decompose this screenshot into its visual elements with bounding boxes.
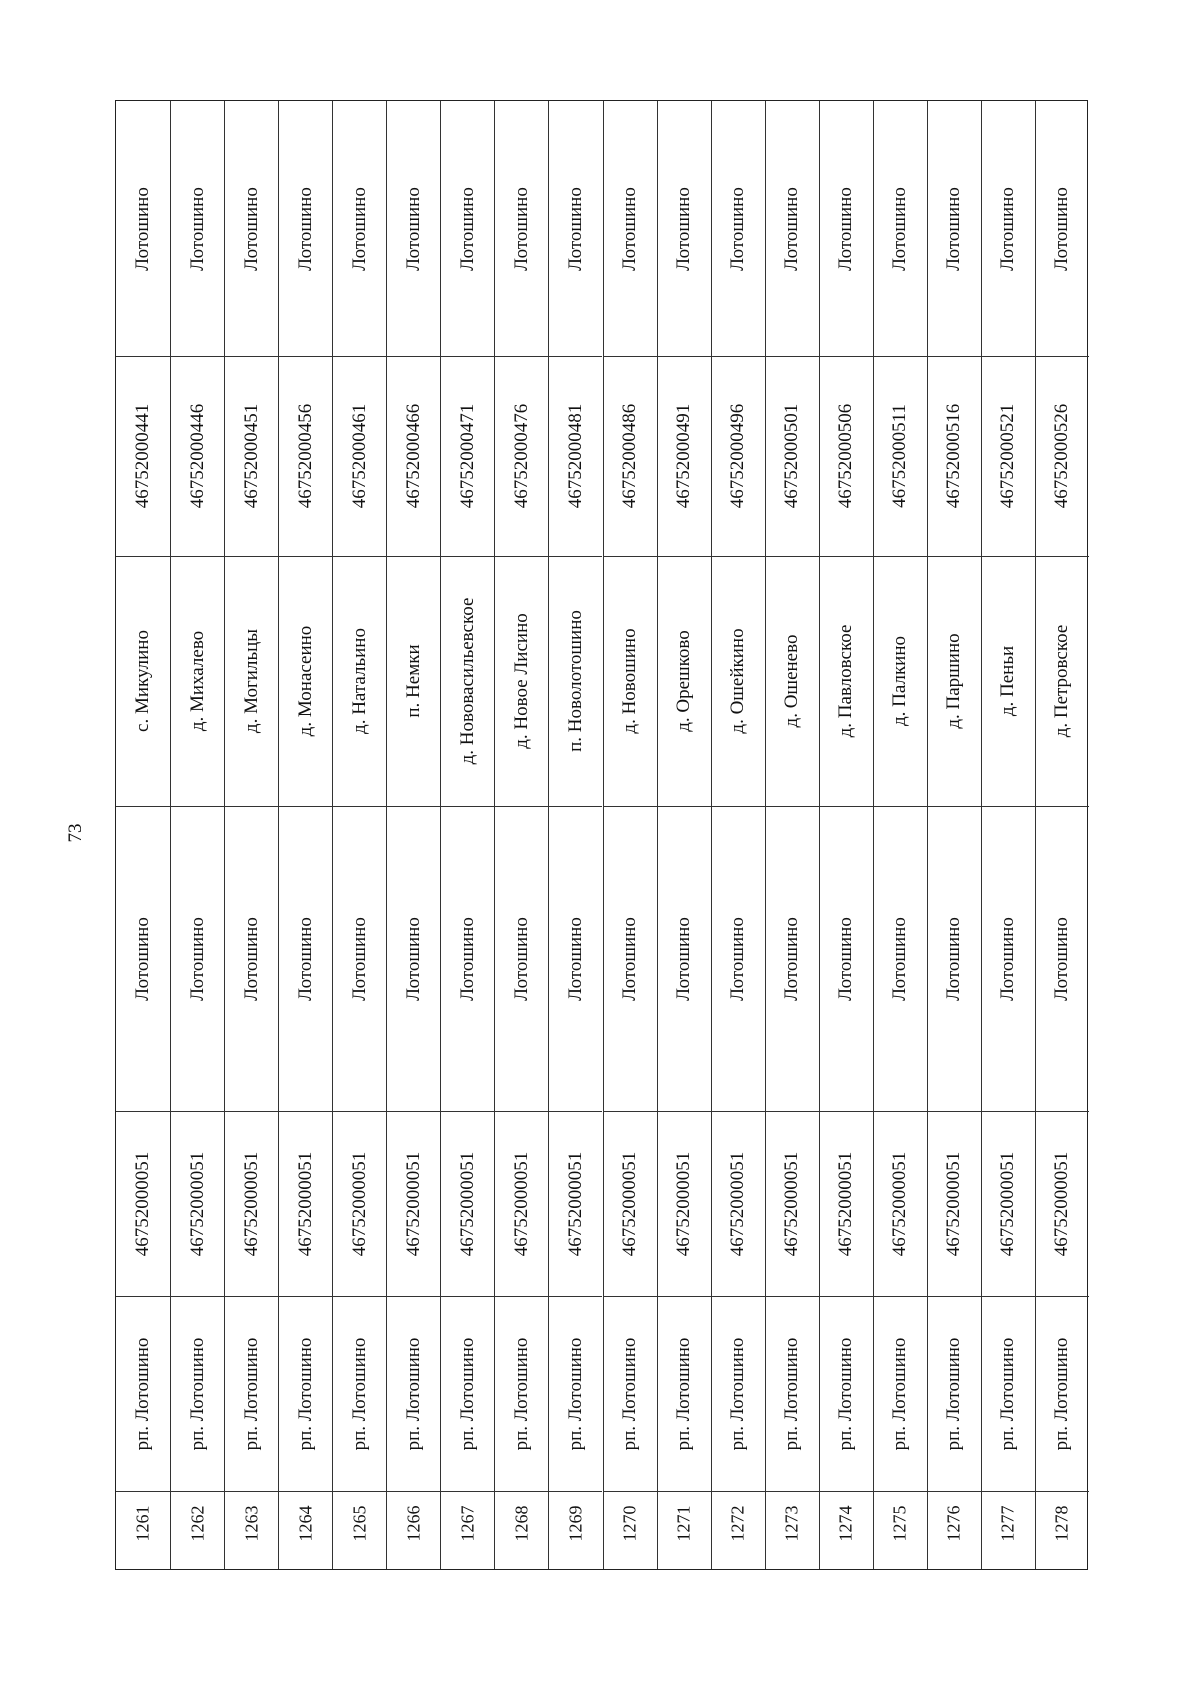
locality-name-text: п. Новолотошино (564, 610, 586, 752)
locality-name-cell (333, 556, 386, 806)
oktmo-cell (1036, 1111, 1089, 1296)
settlement-short-cell (333, 806, 386, 1111)
rotated-table (115, 100, 1088, 1570)
locality-name-cell (928, 556, 981, 806)
locality-oktmo-cell (712, 356, 765, 556)
locality-oktmo-text: 46752000451 (240, 403, 262, 509)
locality-short-cell (225, 101, 278, 356)
oktmo-text: 46752000051 (186, 1151, 208, 1256)
settlement-short-cell (225, 806, 278, 1111)
row-number-text: 1278 (1051, 1505, 1072, 1542)
locality-oktmo-text: 46752000491 (673, 403, 695, 509)
settlement-short-text: Лотошино (673, 916, 695, 1001)
settlement-short-cell (712, 806, 765, 1111)
settlement-name-cell (171, 1296, 224, 1491)
locality-name-text: д. Новое Лисино (510, 613, 532, 749)
locality-short-text: Лотошино (564, 186, 586, 271)
page-number: 73 (65, 823, 86, 843)
locality-oktmo-text: 46752000471 (456, 403, 478, 509)
row-number-cell (874, 1491, 927, 1571)
locality-short-cell (712, 101, 765, 356)
oktmo-cell (279, 1111, 332, 1296)
settlement-name-text: рп. Лотошино (240, 1337, 262, 1450)
oktmo-text: 46752000051 (348, 1151, 370, 1256)
locality-oktmo-text: 46752000496 (727, 403, 749, 509)
locality-short-text: Лотошино (835, 186, 857, 271)
locality-short-text: Лотошино (348, 186, 370, 271)
settlement-name-text: рп. Лотошино (456, 1337, 478, 1450)
locality-name-text: д. Михалево (186, 630, 208, 732)
settlement-short-text: Лотошино (132, 916, 154, 1001)
oktmo-cell (549, 1111, 602, 1296)
row-number-text: 1268 (511, 1505, 532, 1542)
table-row (1035, 101, 1089, 1569)
locality-short-text: Лотошино (781, 186, 803, 271)
locality-short-text: Лотошино (943, 186, 965, 271)
row-number-cell (928, 1491, 981, 1571)
settlement-short-cell (495, 806, 548, 1111)
settlement-name-text: рп. Лотошино (402, 1337, 424, 1450)
locality-name-cell (766, 556, 819, 806)
oktmo-cell (712, 1111, 765, 1296)
oktmo-cell (495, 1111, 548, 1296)
settlement-name-cell (982, 1296, 1035, 1491)
locality-oktmo-text: 46752000521 (997, 403, 1019, 509)
row-number-cell (495, 1491, 548, 1571)
settlement-short-cell (928, 806, 981, 1111)
row-number-text: 1261 (132, 1505, 153, 1542)
locality-oktmo-cell (928, 356, 981, 556)
row-number-text: 1264 (295, 1505, 316, 1542)
row-number-cell (1036, 1491, 1089, 1571)
row-number-text: 1267 (457, 1505, 478, 1542)
settlement-short-text: Лотошино (997, 916, 1019, 1001)
table-row (386, 101, 440, 1569)
settlement-name-cell (658, 1296, 711, 1491)
settlement-name-cell (712, 1296, 765, 1491)
settlement-short-text: Лотошино (348, 916, 370, 1001)
settlement-short-cell (766, 806, 819, 1111)
row-number-cell (712, 1491, 765, 1571)
table-row (116, 101, 170, 1569)
oktmo-cell (766, 1111, 819, 1296)
locality-short-text: Лотошино (402, 186, 424, 271)
locality-short-text: Лотошино (673, 186, 695, 271)
table-row (927, 101, 981, 1569)
table-row (711, 101, 765, 1569)
row-number-text: 1277 (997, 1505, 1018, 1542)
row-number-text: 1273 (781, 1505, 802, 1542)
locality-short-cell (549, 101, 602, 356)
locality-oktmo-cell (604, 356, 657, 556)
locality-oktmo-cell (441, 356, 494, 556)
row-number-cell (766, 1491, 819, 1571)
row-number-cell (333, 1491, 386, 1571)
locality-short-text: Лотошино (619, 186, 641, 271)
settlement-name-cell (279, 1296, 332, 1491)
locality-name-cell (712, 556, 765, 806)
locality-oktmo-text: 46752000476 (510, 403, 532, 509)
locality-name-text: с. Микулино (132, 630, 154, 732)
settlement-short-cell (820, 806, 873, 1111)
oktmo-cell (820, 1111, 873, 1296)
oktmo-cell (982, 1111, 1035, 1296)
settlement-name-cell (820, 1296, 873, 1491)
settlement-short-text: Лотошино (402, 916, 424, 1001)
settlement-name-text: рп. Лотошино (889, 1337, 911, 1450)
settlement-short-text: Лотошино (240, 916, 262, 1001)
row-number-text: 1274 (835, 1505, 856, 1542)
table-row (494, 101, 548, 1569)
table-row (873, 101, 927, 1569)
table-row (170, 101, 224, 1569)
row-number-text: 1275 (889, 1505, 910, 1542)
locality-short-text: Лотошино (456, 186, 478, 271)
settlement-name-text: рп. Лотошино (294, 1337, 316, 1450)
locality-short-cell (658, 101, 711, 356)
settlement-short-cell (874, 806, 927, 1111)
locality-name-cell (441, 556, 494, 806)
oktmo-text: 46752000051 (835, 1151, 857, 1256)
oktmo-cell (604, 1111, 657, 1296)
oktmo-cell (333, 1111, 386, 1296)
row-number-cell (279, 1491, 332, 1571)
locality-short-text: Лотошино (510, 186, 532, 271)
locality-name-cell (171, 556, 224, 806)
row-number-text: 1265 (349, 1505, 370, 1542)
table-row (224, 101, 278, 1569)
locality-name-text: д. Нововасильевское (456, 597, 478, 765)
oktmo-text: 46752000051 (132, 1151, 154, 1256)
settlement-name-cell (928, 1296, 981, 1491)
row-number-text: 1270 (619, 1505, 640, 1542)
locality-name-text: д. Монасеино (294, 625, 316, 737)
locality-name-text: д. Пеньи (997, 645, 1019, 717)
oktmo-text: 46752000051 (997, 1151, 1019, 1256)
oktmo-text: 46752000051 (619, 1151, 641, 1256)
locality-name-text: д. Орешково (673, 630, 695, 732)
row-number-text: 1269 (565, 1505, 586, 1542)
table-row (548, 101, 602, 1569)
row-number-text: 1263 (241, 1505, 262, 1542)
settlement-short-text: Лотошино (781, 916, 803, 1001)
oktmo-cell (116, 1111, 170, 1296)
locality-oktmo-cell (982, 356, 1035, 556)
settlement-name-cell (549, 1296, 602, 1491)
locality-short-text: Лотошино (997, 186, 1019, 271)
settlement-name-cell (387, 1296, 440, 1491)
oktmo-text: 46752000051 (402, 1151, 424, 1256)
oktmo-cell (171, 1111, 224, 1296)
row-number-text: 1266 (403, 1505, 424, 1542)
locality-oktmo-text: 46752000441 (132, 403, 154, 509)
locality-oktmo-text: 46752000481 (564, 403, 586, 509)
oktmo-cell (225, 1111, 278, 1296)
locality-oktmo-cell (549, 356, 602, 556)
locality-short-cell (874, 101, 927, 356)
oktmo-text: 46752000051 (673, 1151, 695, 1256)
oktmo-text: 46752000051 (889, 1151, 911, 1256)
settlement-name-text: рп. Лотошино (835, 1337, 857, 1450)
locality-short-cell (387, 101, 440, 356)
settlement-short-cell (387, 806, 440, 1111)
locality-oktmo-text: 46752000526 (1051, 403, 1073, 509)
settlement-name-cell (333, 1296, 386, 1491)
settlement-short-text: Лотошино (619, 916, 641, 1001)
locality-short-cell (604, 101, 657, 356)
locality-oktmo-cell (387, 356, 440, 556)
settlement-short-cell (116, 806, 170, 1111)
locality-short-cell (495, 101, 548, 356)
locality-name-text: д. Могильцы (240, 628, 262, 734)
locality-oktmo-cell (820, 356, 873, 556)
settlement-name-text: рп. Лотошино (943, 1337, 965, 1450)
locality-name-cell (225, 556, 278, 806)
locality-name-cell (279, 556, 332, 806)
locality-short-cell (928, 101, 981, 356)
settlement-name-cell (766, 1296, 819, 1491)
settlement-name-cell (604, 1296, 657, 1491)
locality-name-cell (1036, 556, 1089, 806)
row-number-cell (171, 1491, 224, 1571)
locality-oktmo-cell (1036, 356, 1089, 556)
locality-short-text: Лотошино (727, 186, 749, 271)
settlement-short-text: Лотошино (456, 916, 478, 1001)
oktmo-cell (874, 1111, 927, 1296)
settlement-name-cell (116, 1296, 170, 1491)
row-number-cell (820, 1491, 873, 1571)
locality-oktmo-cell (658, 356, 711, 556)
table-row (440, 101, 494, 1569)
table-row (765, 101, 819, 1569)
locality-oktmo-cell (171, 356, 224, 556)
locality-name-cell (874, 556, 927, 806)
locality-oktmo-cell (279, 356, 332, 556)
locality-oktmo-cell (874, 356, 927, 556)
settlement-short-text: Лотошино (564, 916, 586, 1001)
table-row (278, 101, 332, 1569)
table-row (332, 101, 386, 1569)
row-number-cell (441, 1491, 494, 1571)
settlement-short-text: Лотошино (1051, 916, 1073, 1001)
settlement-name-text: рп. Лотошино (348, 1337, 370, 1450)
oktmo-text: 46752000051 (510, 1151, 532, 1256)
settlement-name-text: рп. Лотошино (132, 1337, 154, 1450)
oktmo-cell (441, 1111, 494, 1296)
locality-short-text: Лотошино (889, 186, 911, 271)
locality-short-cell (279, 101, 332, 356)
oktmo-text: 46752000051 (456, 1151, 478, 1256)
row-number-cell (604, 1491, 657, 1571)
locality-short-text: Лотошино (132, 186, 154, 271)
locality-short-cell (171, 101, 224, 356)
row-number-cell (982, 1491, 1035, 1571)
locality-name-cell (116, 556, 170, 806)
locality-short-cell (820, 101, 873, 356)
row-number-text: 1276 (943, 1505, 964, 1542)
settlement-short-text: Лотошино (186, 916, 208, 1001)
settlement-short-cell (549, 806, 602, 1111)
row-number-cell (658, 1491, 711, 1571)
locality-name-cell (549, 556, 602, 806)
locality-name-text: д. Ошейкино (727, 628, 749, 734)
locality-oktmo-cell (333, 356, 386, 556)
settlement-name-cell (495, 1296, 548, 1491)
oktmo-text: 46752000051 (240, 1151, 262, 1256)
locality-oktmo-cell (225, 356, 278, 556)
table-row (657, 101, 711, 1569)
locality-name-cell (982, 556, 1035, 806)
settlement-name-text: рп. Лотошино (781, 1337, 803, 1450)
locality-short-cell (116, 101, 170, 356)
oktmo-text: 46752000051 (781, 1151, 803, 1256)
locality-short-cell (1036, 101, 1089, 356)
locality-name-text: д. Натальино (348, 628, 370, 734)
row-number-cell (225, 1491, 278, 1571)
table-row (981, 101, 1035, 1569)
locality-oktmo-text: 46752000486 (619, 403, 641, 509)
locality-oktmo-text: 46752000456 (294, 403, 316, 509)
settlement-name-cell (225, 1296, 278, 1491)
locality-short-cell (982, 101, 1035, 356)
settlement-name-text: рп. Лотошино (510, 1337, 532, 1450)
locality-short-cell (333, 101, 386, 356)
locality-short-text: Лотошино (240, 186, 262, 271)
locality-short-text: Лотошино (294, 186, 316, 271)
settlement-name-text: рп. Лотошино (1051, 1337, 1073, 1450)
settlement-name-text: рп. Лотошино (186, 1337, 208, 1450)
settlement-short-text: Лотошино (727, 916, 749, 1001)
row-number-cell (116, 1491, 170, 1571)
settlement-short-cell (982, 806, 1035, 1111)
locality-oktmo-text: 46752000511 (889, 404, 911, 508)
locality-name-cell (495, 556, 548, 806)
locality-oktmo-text: 46752000501 (781, 403, 803, 509)
settlement-name-text: рп. Лотошино (564, 1337, 586, 1450)
oktmo-text: 46752000051 (294, 1151, 316, 1256)
settlement-name-cell (1036, 1296, 1089, 1491)
locality-name-text: д. Павловское (835, 624, 857, 738)
row-number-text: 1272 (727, 1505, 748, 1542)
locality-short-cell (441, 101, 494, 356)
locality-name-text: д. Палкино (889, 635, 911, 727)
locality-oktmo-text: 46752000466 (402, 403, 424, 509)
settlement-name-text: рп. Лотошино (673, 1337, 695, 1450)
oktmo-cell (387, 1111, 440, 1296)
settlement-short-cell (1036, 806, 1089, 1111)
locality-name-cell (604, 556, 657, 806)
locality-short-cell (766, 101, 819, 356)
settlement-short-text: Лотошино (510, 916, 532, 1001)
locality-name-cell (387, 556, 440, 806)
locality-name-text: д. Паршино (943, 633, 965, 729)
locality-oktmo-text: 46752000446 (186, 403, 208, 509)
settlement-name-text: рп. Лотошино (997, 1337, 1019, 1450)
locality-name-cell (820, 556, 873, 806)
settlement-name-text: рп. Лотошино (619, 1337, 641, 1450)
locality-oktmo-text: 46752000506 (835, 403, 857, 509)
settlement-name-text: рп. Лотошино (727, 1337, 749, 1450)
oktmo-text: 46752000051 (564, 1151, 586, 1256)
settlement-short-text: Лотошино (889, 916, 911, 1001)
oktmo-text: 46752000051 (943, 1151, 965, 1256)
locality-oktmo-text: 46752000461 (348, 403, 370, 509)
row-number-text: 1271 (673, 1505, 694, 1542)
row-number-cell (549, 1491, 602, 1571)
locality-short-text: Лотошино (1051, 186, 1073, 271)
locality-oktmo-cell (495, 356, 548, 556)
settlement-short-cell (171, 806, 224, 1111)
locality-name-text: д. Петровское (1051, 624, 1073, 738)
settlement-short-cell (279, 806, 332, 1111)
row-number-cell (387, 1491, 440, 1571)
oktmo-text: 46752000051 (727, 1151, 749, 1256)
locality-oktmo-cell (766, 356, 819, 556)
oktmo-cell (928, 1111, 981, 1296)
locality-name-text: д. Новошино (619, 628, 641, 734)
locality-name-text: д. Ошенево (781, 634, 803, 728)
locality-oktmo-text: 46752000516 (943, 403, 965, 509)
locality-short-text: Лотошино (186, 186, 208, 271)
oktmo-cell (658, 1111, 711, 1296)
row-number-text: 1262 (187, 1505, 208, 1542)
locality-name-text: п. Немки (402, 644, 424, 718)
table-row (819, 101, 873, 1569)
settlement-name-cell (441, 1296, 494, 1491)
settlement-short-cell (441, 806, 494, 1111)
locality-name-cell (658, 556, 711, 806)
settlement-short-cell (604, 806, 657, 1111)
table-row (603, 101, 657, 1569)
settlement-short-cell (658, 806, 711, 1111)
settlement-short-text: Лотошино (943, 916, 965, 1001)
oktmo-text: 46752000051 (1051, 1151, 1073, 1256)
settlement-short-text: Лотошино (835, 916, 857, 1001)
settlement-name-cell (874, 1296, 927, 1491)
locality-oktmo-cell (116, 356, 170, 556)
settlement-short-text: Лотошино (294, 916, 316, 1001)
